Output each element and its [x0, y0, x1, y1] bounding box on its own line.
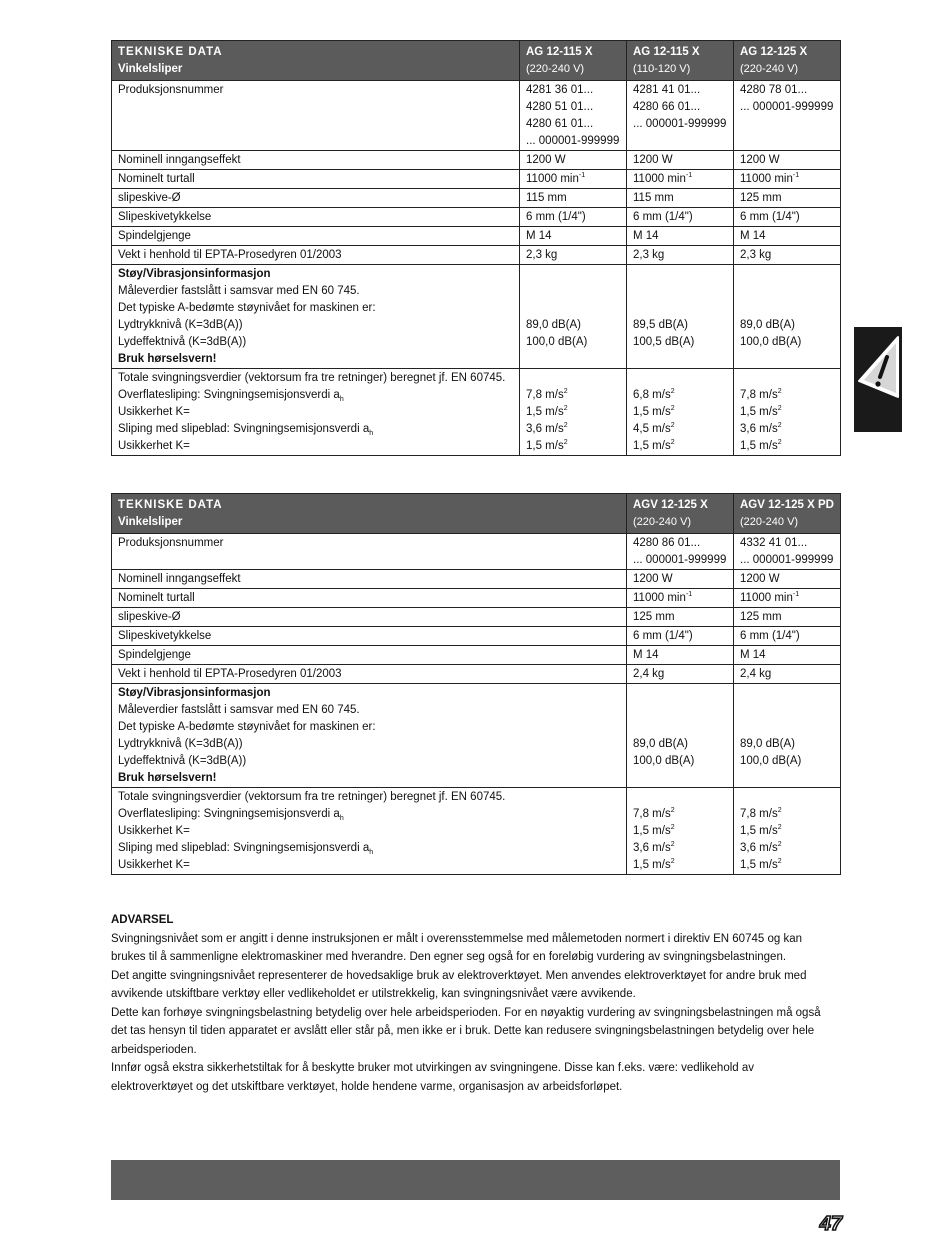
- row-label: Slipeskivetykkelse: [118, 630, 212, 642]
- value-cell: [627, 151, 734, 170]
- surface-grinding-value-value: 7,8 m/s: [526, 389, 564, 401]
- sound-pressure-value: 89,0 dB(A): [740, 738, 795, 750]
- header-model-cell: [734, 494, 841, 534]
- sanding-label-text: Sliping med slipeblad: Svingningsemisjonsverdi a: [118, 842, 370, 854]
- surface-grinding-value: [633, 806, 727, 823]
- header-model-cell: [520, 41, 627, 81]
- row-value: 6 mm (1/4"): [740, 630, 800, 642]
- warning-paragraph-line: Innfør også ekstra sikkerhetstiltak for å beskytte bruker mot utvirkingen av svingningene. Disse kan f.eks. være: vedlikehold av: [111, 1062, 755, 1074]
- value-cell: [627, 627, 734, 646]
- value-cell: [734, 627, 841, 646]
- warning-text: [111, 930, 846, 1097]
- row-label: Produksjonsnummer: [118, 537, 224, 549]
- value-cell: [734, 646, 841, 665]
- row-label: Slipeskivetykkelse: [118, 211, 212, 223]
- table-subtitle: Vinkelsliper: [118, 63, 183, 75]
- speed-value-exp: -1: [685, 172, 693, 179]
- sound-pressure-value: 89,5 dB(A): [633, 319, 688, 331]
- sound-pressure-label: Lydtrykknivå (K=3dB(A)): [118, 738, 243, 750]
- hearing-protection-warning: Bruk hørselsvern!: [118, 772, 217, 784]
- value-cell: [520, 208, 627, 227]
- surface-grinding-value-exp: 2: [777, 807, 782, 814]
- speed-value-exp: -1: [792, 591, 800, 598]
- production-number: 4281 41 01...: [633, 84, 701, 96]
- surface-grinding-value-exp: 2: [563, 388, 568, 395]
- table-subtitle: Vinkelsliper: [118, 516, 183, 528]
- sanding-value-exp: 2: [777, 841, 782, 848]
- production-number-row: [112, 81, 841, 151]
- row-label: Spindelgjenge: [118, 649, 191, 661]
- label-cell: [112, 170, 520, 189]
- warning-section: [111, 911, 846, 1096]
- warning-title: ADVARSEL: [111, 914, 174, 926]
- surface-grinding-label-sub: h: [339, 396, 344, 403]
- sanding-value-exp: 2: [670, 841, 675, 848]
- value-cell: [627, 684, 734, 788]
- row-value: 1200 W: [633, 573, 673, 585]
- surface-grinding-value-exp: 2: [777, 388, 782, 395]
- row-value: 2,4 kg: [633, 668, 665, 680]
- model-name: AG 12-115 X: [633, 46, 700, 58]
- label-cell: [112, 189, 520, 208]
- value-cell: [627, 646, 734, 665]
- uncertainty-value: [740, 404, 834, 421]
- page-number: 47: [819, 1213, 842, 1235]
- model-voltage: (220-240 V): [740, 516, 799, 528]
- value-cell: [734, 208, 841, 227]
- uncertainty-value-value: 1,5 m/s: [740, 406, 778, 418]
- value-cell: [734, 227, 841, 246]
- value-cell: [520, 265, 627, 369]
- sound-pressure-value: 89,0 dB(A): [526, 319, 581, 331]
- surface-grinding-value: [526, 387, 620, 404]
- uncertainty-value-value: 1,5 m/s: [633, 440, 671, 452]
- sanding-value: [633, 421, 727, 438]
- uncertainty-value-exp: 2: [777, 858, 782, 865]
- row-label: Nominelt turtall: [118, 592, 195, 604]
- sound-pressure-value: 89,0 dB(A): [633, 738, 688, 750]
- value-cell: [627, 788, 734, 875]
- warning-paragraph-line: brukes til å sammenligne elektromaskiner med hverandre. Den egner seg også for en foreløbig vurdering av svingningsbelastningen.: [111, 951, 787, 963]
- value-cell: [520, 81, 627, 151]
- value-cell: [627, 570, 734, 589]
- sanding-value-value: 4,5 m/s: [633, 423, 671, 435]
- speed-value-value: 11000 min: [526, 173, 579, 185]
- value-cell: [734, 81, 841, 151]
- row-value: 6 mm (1/4"): [633, 630, 693, 642]
- disc-thickness-row: [112, 627, 841, 646]
- value-cell: [520, 246, 627, 265]
- noise-title: Støy/Vibrasjonsinformasjon: [118, 687, 271, 699]
- value-cell: [627, 81, 734, 151]
- side-tab: [854, 327, 902, 432]
- header-label-cell: [112, 41, 520, 81]
- value-cell: [734, 246, 841, 265]
- surface-grinding-value-value: 7,8 m/s: [740, 389, 778, 401]
- vibration-intro: Totale svingningsverdier (vektorsum fra tre retninger) beregnet jf. EN 60745.: [118, 791, 506, 803]
- input-power-row: [112, 570, 841, 589]
- label-cell: [112, 570, 627, 589]
- production-number: 4280 78 01...: [740, 84, 808, 96]
- row-value: M 14: [740, 649, 766, 661]
- sound-power-value: 100,0 dB(A): [526, 336, 588, 348]
- disc-diameter-row: [112, 189, 841, 208]
- spindle-thread-row: [112, 227, 841, 246]
- sanding-value: [526, 421, 620, 438]
- warning-paragraph-line: arbeidsperioden.: [111, 1043, 197, 1056]
- footer-bar: [111, 1160, 840, 1200]
- uncertainty-value-exp: 2: [563, 439, 568, 446]
- uncertainty-value-value: 1,5 m/s: [633, 406, 671, 418]
- surface-grinding-label-text: Overflatesliping: Svingningsemisjonsverdi a: [118, 808, 340, 820]
- sanding-value: [740, 421, 834, 438]
- row-label: Spindelgjenge: [118, 230, 191, 242]
- speed-value-value: 11000 min: [740, 173, 793, 185]
- label-cell: [112, 608, 627, 627]
- value-cell: [627, 665, 734, 684]
- model-name: AG 12-125 X: [740, 46, 808, 58]
- sanding-value-exp: 2: [670, 422, 675, 429]
- model-voltage: (110-120 V): [633, 63, 691, 75]
- value-cell: [734, 265, 841, 369]
- warning-paragraph-line: avvikende utskiftbare verktøy eller vedlikeholdet er utilstrekkelig, kan svingningsnivået være avvikende.: [111, 988, 636, 1000]
- label-cell: [112, 151, 520, 170]
- model-voltage: (220-240 V): [526, 63, 585, 75]
- sound-pressure-label: Lydtrykknivå (K=3dB(A)): [118, 319, 243, 331]
- noise-title: Støy/Vibrasjonsinformasjon: [118, 268, 271, 280]
- speed-value-value: 11000 min: [633, 173, 686, 185]
- surface-grinding-value-value: 7,8 m/s: [633, 808, 671, 820]
- weight-row: [112, 246, 841, 265]
- value-cell: [734, 665, 841, 684]
- table-title: TEKNISKE DATA: [118, 46, 223, 58]
- uncertainty-value-exp: 2: [777, 824, 782, 831]
- value-cell: [734, 788, 841, 875]
- surface-grinding-value: [633, 387, 727, 404]
- label-cell: [112, 246, 520, 265]
- uncertainty-value-exp: 2: [563, 405, 568, 412]
- production-number: ... 000001-999999: [740, 554, 834, 566]
- sanding-value-value: 3,6 m/s: [633, 842, 671, 854]
- uncertainty-value-exp: 2: [670, 858, 675, 865]
- speed-value: [526, 171, 620, 188]
- uncertainty-value-value: 1,5 m/s: [740, 859, 778, 871]
- sanding-label-text: Sliping med slipeblad: Svingningsemisjonsverdi a: [118, 423, 370, 435]
- speed-value-exp: -1: [578, 172, 586, 179]
- uncertainty-value: [633, 438, 727, 455]
- value-cell: [627, 227, 734, 246]
- speed-value-value: 11000 min: [740, 592, 793, 604]
- row-value: 6 mm (1/4"): [633, 211, 693, 223]
- disc-thickness-row: [112, 208, 841, 227]
- speed-value-value: 11000 min: [633, 592, 686, 604]
- sanding-value-value: 3,6 m/s: [526, 423, 564, 435]
- row-value: M 14: [526, 230, 552, 242]
- disc-diameter-row: [112, 608, 841, 627]
- warning-paragraph-line: det tas hensyn til tiden apparatet er avslått eller står på, men ikke er i bruk. Dette kan redusere svingningsbelastningen betydelig over hele: [111, 1025, 815, 1037]
- row-label: slipeskive-Ø: [118, 192, 181, 204]
- uncertainty-label: Usikkerhet K=: [118, 440, 190, 452]
- value-cell: [627, 170, 734, 189]
- noise-line: Måleverdier fastslått i samsvar med EN 60 745.: [118, 704, 360, 716]
- uncertainty-value: [526, 404, 620, 421]
- surface-grinding-value: [740, 806, 834, 823]
- sanding-label-sub: h: [369, 430, 374, 437]
- row-label: Produksjonsnummer: [118, 84, 224, 96]
- production-number: ... 000001-999999: [633, 118, 727, 130]
- sanding-value-exp: 2: [777, 422, 782, 429]
- uncertainty-label: Usikkerhet K=: [118, 406, 190, 418]
- noise-row: [112, 265, 841, 369]
- row-label: Vekt i henhold til EPTA-Prosedyren 01/2003: [118, 249, 342, 261]
- row-value: 6 mm (1/4"): [526, 211, 586, 223]
- sound-power-value: 100,0 dB(A): [633, 755, 695, 767]
- noise-row: [112, 684, 841, 788]
- production-number: ... 000001-999999: [633, 554, 727, 566]
- row-value: 1200 W: [740, 573, 780, 585]
- speed-value: [740, 590, 834, 607]
- label-cell: [112, 265, 520, 369]
- warning-paragraph-line: elektroverktøyet og det utskiftbare verktøyet, holde hendene varme, organisasjon av arbeidsforløpet.: [111, 1080, 623, 1093]
- production-number: ... 000001-999999: [740, 101, 834, 113]
- value-cell: [734, 570, 841, 589]
- row-label: Nominell inngangseffekt: [118, 154, 241, 166]
- surface-grinding-value-exp: 2: [670, 807, 675, 814]
- uncertainty-label: Usikkerhet K=: [118, 825, 190, 837]
- label-cell: [112, 208, 520, 227]
- tech-data-table-2: [111, 493, 841, 875]
- value-cell: [627, 369, 734, 456]
- header-model-cell: [627, 41, 734, 81]
- row-value: 115 mm: [526, 192, 567, 204]
- value-cell: [520, 369, 627, 456]
- sanding-label-sub: h: [369, 849, 374, 856]
- label-cell: [112, 684, 627, 788]
- tech-data-table-1: [111, 40, 841, 456]
- sanding-label: [118, 421, 513, 438]
- sound-power-value: 100,0 dB(A): [740, 755, 802, 767]
- vibration-row: [112, 788, 841, 875]
- row-label: Vekt i henhold til EPTA-Prosedyren 01/2003: [118, 668, 342, 680]
- vibration-intro: Totale svingningsverdier (vektorsum fra tre retninger) beregnet jf. EN 60745.: [118, 372, 506, 384]
- sound-power-value: 100,5 dB(A): [633, 336, 695, 348]
- weight-row: [112, 665, 841, 684]
- row-value: 1200 W: [740, 154, 780, 166]
- uncertainty-value-value: 1,5 m/s: [740, 825, 778, 837]
- value-cell: [520, 189, 627, 208]
- surface-grinding-label-text: Overflatesliping: Svingningsemisjonsverdi a: [118, 389, 340, 401]
- value-cell: [734, 369, 841, 456]
- vibration-row: [112, 369, 841, 456]
- label-cell: [112, 646, 627, 665]
- row-label: slipeskive-Ø: [118, 611, 181, 623]
- uncertainty-value: [526, 438, 620, 455]
- production-number: 4280 51 01...: [526, 101, 594, 113]
- input-power-row: [112, 151, 841, 170]
- production-number: 4280 86 01...: [633, 537, 701, 549]
- label-cell: [112, 534, 627, 570]
- speed-row: [112, 589, 841, 608]
- speed-row: [112, 170, 841, 189]
- speed-value: [633, 590, 727, 607]
- uncertainty-value-value: 1,5 m/s: [526, 440, 564, 452]
- row-value: 1200 W: [526, 154, 566, 166]
- row-value: M 14: [633, 649, 659, 661]
- row-value: M 14: [633, 230, 659, 242]
- production-number: 4280 66 01...: [633, 101, 701, 113]
- uncertainty-value: [633, 404, 727, 421]
- row-label: Nominelt turtall: [118, 173, 195, 185]
- uncertainty-value: [633, 857, 727, 874]
- uncertainty-value-exp: 2: [670, 824, 675, 831]
- sanding-value: [740, 840, 834, 857]
- label-cell: [112, 369, 520, 456]
- uncertainty-value: [740, 438, 834, 455]
- noise-line: Måleverdier fastslått i samsvar med EN 60 745.: [118, 285, 360, 297]
- speed-value-exp: -1: [685, 591, 693, 598]
- uncertainty-value-exp: 2: [670, 439, 675, 446]
- uncertainty-value-exp: 2: [670, 405, 675, 412]
- uncertainty-value: [740, 857, 834, 874]
- value-cell: [627, 246, 734, 265]
- speed-value: [740, 171, 834, 188]
- value-cell: [520, 170, 627, 189]
- uncertainty-value: [740, 823, 834, 840]
- surface-grinding-value-value: 6,8 m/s: [633, 389, 671, 401]
- value-cell: [734, 534, 841, 570]
- value-cell: [627, 534, 734, 570]
- row-value: 125 mm: [740, 192, 782, 204]
- uncertainty-value-value: 1,5 m/s: [633, 859, 671, 871]
- surface-grinding-label: [118, 387, 513, 404]
- uncertainty-label: Usikkerhet K=: [118, 859, 190, 871]
- model-name: AGV 12-125 X: [633, 499, 708, 511]
- sound-power-value: 100,0 dB(A): [740, 336, 802, 348]
- row-value: 125 mm: [740, 611, 782, 623]
- model-voltage: (220-240 V): [633, 516, 692, 528]
- sanding-value: [633, 840, 727, 857]
- header-label-cell: [112, 494, 627, 534]
- row-value: 6 mm (1/4"): [740, 211, 800, 223]
- production-number: 4332 41 01...: [740, 537, 808, 549]
- warning-paragraph-line: Svingningsnivået som er angitt i denne instruksjonen er målt i overensstemmelse med målemetoden normert i direktiv EN 60745 og kan: [111, 932, 802, 945]
- sanding-label: [118, 840, 620, 857]
- value-cell: [734, 684, 841, 788]
- sanding-value-value: 3,6 m/s: [740, 842, 778, 854]
- value-cell: [734, 608, 841, 627]
- row-value: 2,3 kg: [526, 249, 558, 261]
- value-cell: [734, 589, 841, 608]
- label-cell: [112, 665, 627, 684]
- value-cell: [520, 227, 627, 246]
- label-cell: [112, 227, 520, 246]
- row-value: M 14: [740, 230, 766, 242]
- uncertainty-value-exp: 2: [777, 439, 782, 446]
- uncertainty-value-value: 1,5 m/s: [526, 406, 564, 418]
- hearing-protection-warning: Bruk hørselsvern!: [118, 353, 217, 365]
- value-cell: [627, 189, 734, 208]
- row-value: 2,4 kg: [740, 668, 772, 680]
- surface-grinding-value-value: 7,8 m/s: [740, 808, 778, 820]
- speed-value-exp: -1: [792, 172, 800, 179]
- noise-line: Det typiske A-bedømte støynivået for maskinen er:: [118, 302, 376, 314]
- value-cell: [627, 589, 734, 608]
- sound-power-label: Lydeffektnivå (K=3dB(A)): [118, 336, 247, 348]
- row-value: 1200 W: [633, 154, 673, 166]
- row-label: Nominell inngangseffekt: [118, 573, 241, 585]
- surface-grinding-value: [740, 387, 834, 404]
- uncertainty-value: [633, 823, 727, 840]
- row-value: 2,3 kg: [633, 249, 665, 261]
- table-header-row: [112, 41, 841, 81]
- value-cell: [627, 208, 734, 227]
- production-number: 4280 61 01...: [526, 118, 594, 130]
- production-number: ... 000001-999999: [526, 135, 620, 147]
- label-cell: [112, 627, 627, 646]
- value-cell: [734, 151, 841, 170]
- surface-grinding-label-sub: h: [339, 815, 344, 822]
- model-voltage: (220-240 V): [740, 63, 799, 75]
- label-cell: [112, 589, 627, 608]
- production-number: 4281 36 01...: [526, 84, 594, 96]
- label-cell: [112, 788, 627, 875]
- model-name: AGV 12-125 X PD: [740, 499, 834, 511]
- value-cell: [734, 170, 841, 189]
- warning-paragraph-line: Dette kan forhøye svingningsbelastning betydelig over hele arbeidsperioden. For en nøyaktig vurdering av svingningsbelastningen må også: [111, 1006, 821, 1019]
- spindle-thread-row: [112, 646, 841, 665]
- surface-grinding-label: [118, 806, 620, 823]
- uncertainty-value-exp: 2: [777, 405, 782, 412]
- warning-paragraph-line: Det angitte svingningsnivået representerer de hovedsaklige bruk av elektroverktøyet. Men anvendes elektroverktøyet for andre bruk med: [111, 969, 807, 982]
- sanding-value-value: 3,6 m/s: [740, 423, 778, 435]
- production-number-row: [112, 534, 841, 570]
- surface-grinding-value-exp: 2: [670, 388, 675, 395]
- header-model-cell: [627, 494, 734, 534]
- speed-value: [633, 171, 727, 188]
- sanding-value-exp: 2: [563, 422, 568, 429]
- header-model-cell: [734, 41, 841, 81]
- value-cell: [734, 189, 841, 208]
- value-cell: [520, 151, 627, 170]
- warning-triangle-icon: [856, 331, 902, 403]
- table-header-row: [112, 494, 841, 534]
- uncertainty-value-value: 1,5 m/s: [633, 825, 671, 837]
- label-cell: [112, 81, 520, 151]
- model-name: AG 12-115 X: [526, 46, 593, 58]
- sound-power-label: Lydeffektnivå (K=3dB(A)): [118, 755, 247, 767]
- value-cell: [627, 608, 734, 627]
- row-value: 2,3 kg: [740, 249, 772, 261]
- sound-pressure-value: 89,0 dB(A): [740, 319, 795, 331]
- table-title: TEKNISKE DATA: [118, 499, 223, 511]
- value-cell: [627, 265, 734, 369]
- noise-line: Det typiske A-bedømte støynivået for maskinen er:: [118, 721, 376, 733]
- row-value: 115 mm: [633, 192, 674, 204]
- uncertainty-value-value: 1,5 m/s: [740, 440, 778, 452]
- row-value: 125 mm: [633, 611, 675, 623]
